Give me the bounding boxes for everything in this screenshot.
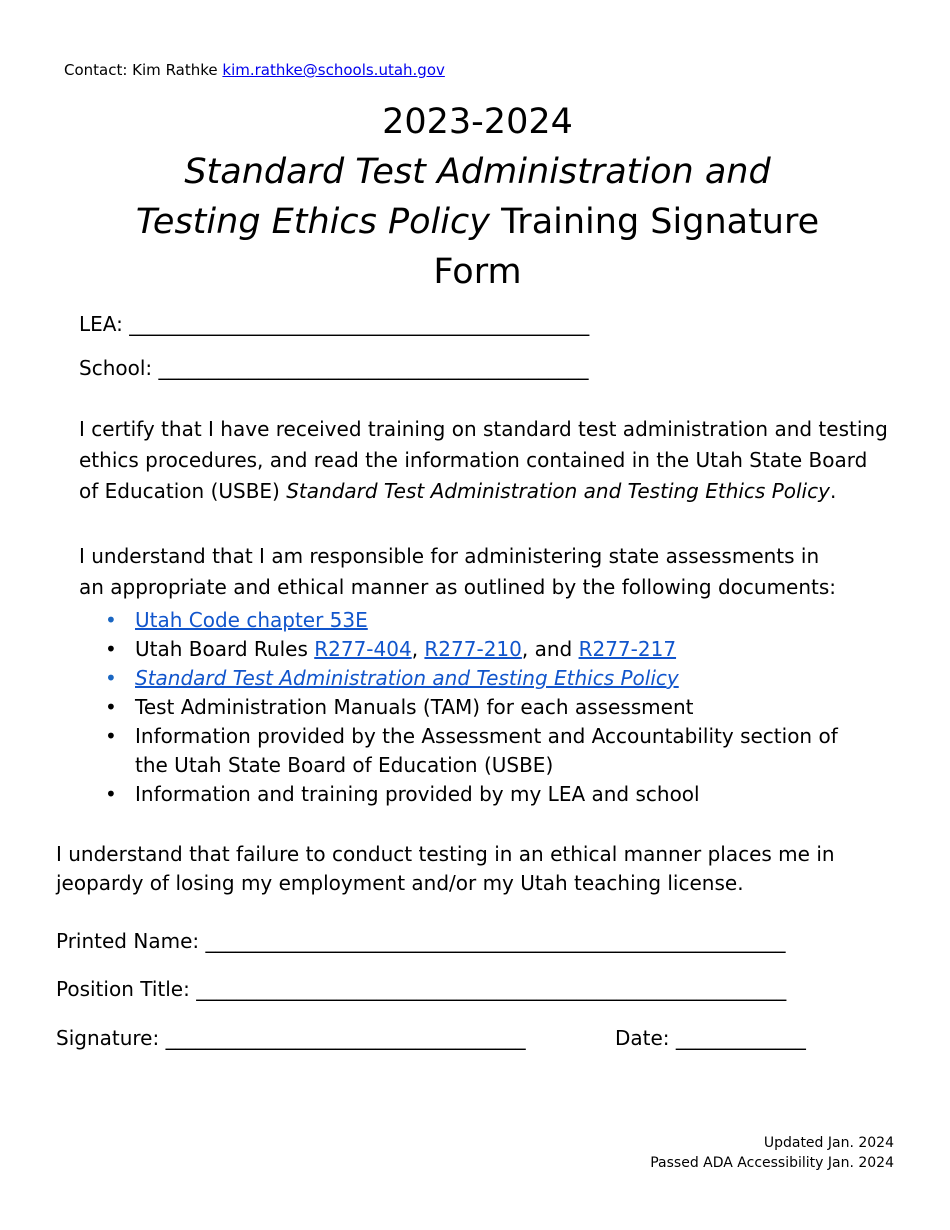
documents-list [100, 606, 860, 809]
list-item [100, 635, 860, 664]
tam-item: Test Administration Manuals (TAM) for each assessment [135, 695, 694, 719]
certify-end: . [829, 479, 837, 503]
contact-email-link[interactable]: kim.rathke@schools.utah.gov [222, 61, 445, 79]
signature-field[interactable] [56, 1026, 526, 1050]
usbe-info-item: Information provided by the Assessment and Accountability section of the Utah State Board of Education (USBE) [135, 724, 838, 777]
school-label: School: [79, 356, 159, 380]
title-year: 2023-2024 [382, 102, 573, 142]
footer [650, 1133, 894, 1173]
signature-label: Signature: [56, 1026, 166, 1050]
signature-blank[interactable]: ____________________________________ [165, 1026, 526, 1050]
contact-line [64, 61, 445, 79]
board-rules-sep2: , and [521, 637, 579, 661]
r277-217-link[interactable]: R277-217 [578, 637, 677, 661]
list-item [100, 780, 860, 809]
title-policy-line2: Testing Ethics Policy [135, 202, 490, 242]
printed-name-blank[interactable]: __________________________________________________________ [205, 929, 786, 953]
list-item [100, 722, 860, 780]
school-field[interactable] [79, 356, 589, 380]
page-title [0, 97, 950, 297]
lea-training-item: Information and training provided by my LEA and school [135, 782, 700, 806]
date-label: Date: [615, 1026, 676, 1050]
understand2-text: failure to conduct testing in an ethical manner places me in jeopardy of losing my employment and/or my Utah teaching license. [56, 842, 835, 895]
utah-code-link[interactable]: Utah Code chapter 53E [135, 608, 368, 632]
position-title-field[interactable] [56, 977, 786, 1001]
lea-label: LEA: [79, 312, 130, 336]
understand1-text: I am responsible for administering state assessments in an appropriate and ethical manner as outlined by the following documents: [79, 544, 837, 599]
r277-404-link[interactable]: R277-404 [314, 637, 412, 661]
policy-link[interactable]: Standard Test Administration and Testing Ethics Policy [135, 666, 679, 690]
list-item [100, 693, 860, 722]
certify-text: I have received training on standard test administration and testing ethics procedures, and read the information contained in the Utah State Board of Education (USBE) [79, 417, 888, 503]
position-title-label: Position Title: [56, 977, 197, 1001]
contact-label: Contact: Kim Rathke [64, 61, 218, 79]
lea-field[interactable] [79, 312, 589, 336]
understand-paragraph-1 [79, 541, 849, 603]
r277-210-link[interactable]: R277-210 [424, 637, 522, 661]
date-field[interactable] [615, 1026, 806, 1050]
board-rules-sep1: , [411, 637, 425, 661]
footer-ada: Passed ADA Accessibility Jan. 2024 [650, 1155, 894, 1171]
printed-name-field[interactable] [56, 929, 785, 953]
understand-paragraph-2 [56, 840, 896, 898]
printed-name-label: Printed Name: [56, 929, 206, 953]
board-rules-prefix: Utah Board Rules [135, 637, 315, 661]
certify-policy: Standard Test Administration and Testing Ethics Policy [286, 479, 830, 503]
list-item [100, 606, 860, 635]
school-blank[interactable]: ___________________________________________ [158, 356, 589, 380]
title-policy-line1: Standard Test Administration and [184, 152, 771, 192]
certify-lead: I certify that [79, 417, 202, 441]
title-rest-line2: Training Signature [489, 202, 820, 242]
lea-blank[interactable]: ______________________________________________ [129, 312, 590, 336]
certify-paragraph [79, 414, 891, 507]
title-line3: Form [433, 252, 522, 292]
understand1-lead: I understand that [79, 544, 253, 568]
understand2-lead: I understand that [56, 842, 230, 866]
date-blank[interactable]: _____________ [675, 1026, 806, 1050]
footer-updated: Updated Jan. 2024 [763, 1135, 894, 1151]
list-item [100, 664, 860, 693]
position-title-blank[interactable]: ___________________________________________________________ [196, 977, 787, 1001]
